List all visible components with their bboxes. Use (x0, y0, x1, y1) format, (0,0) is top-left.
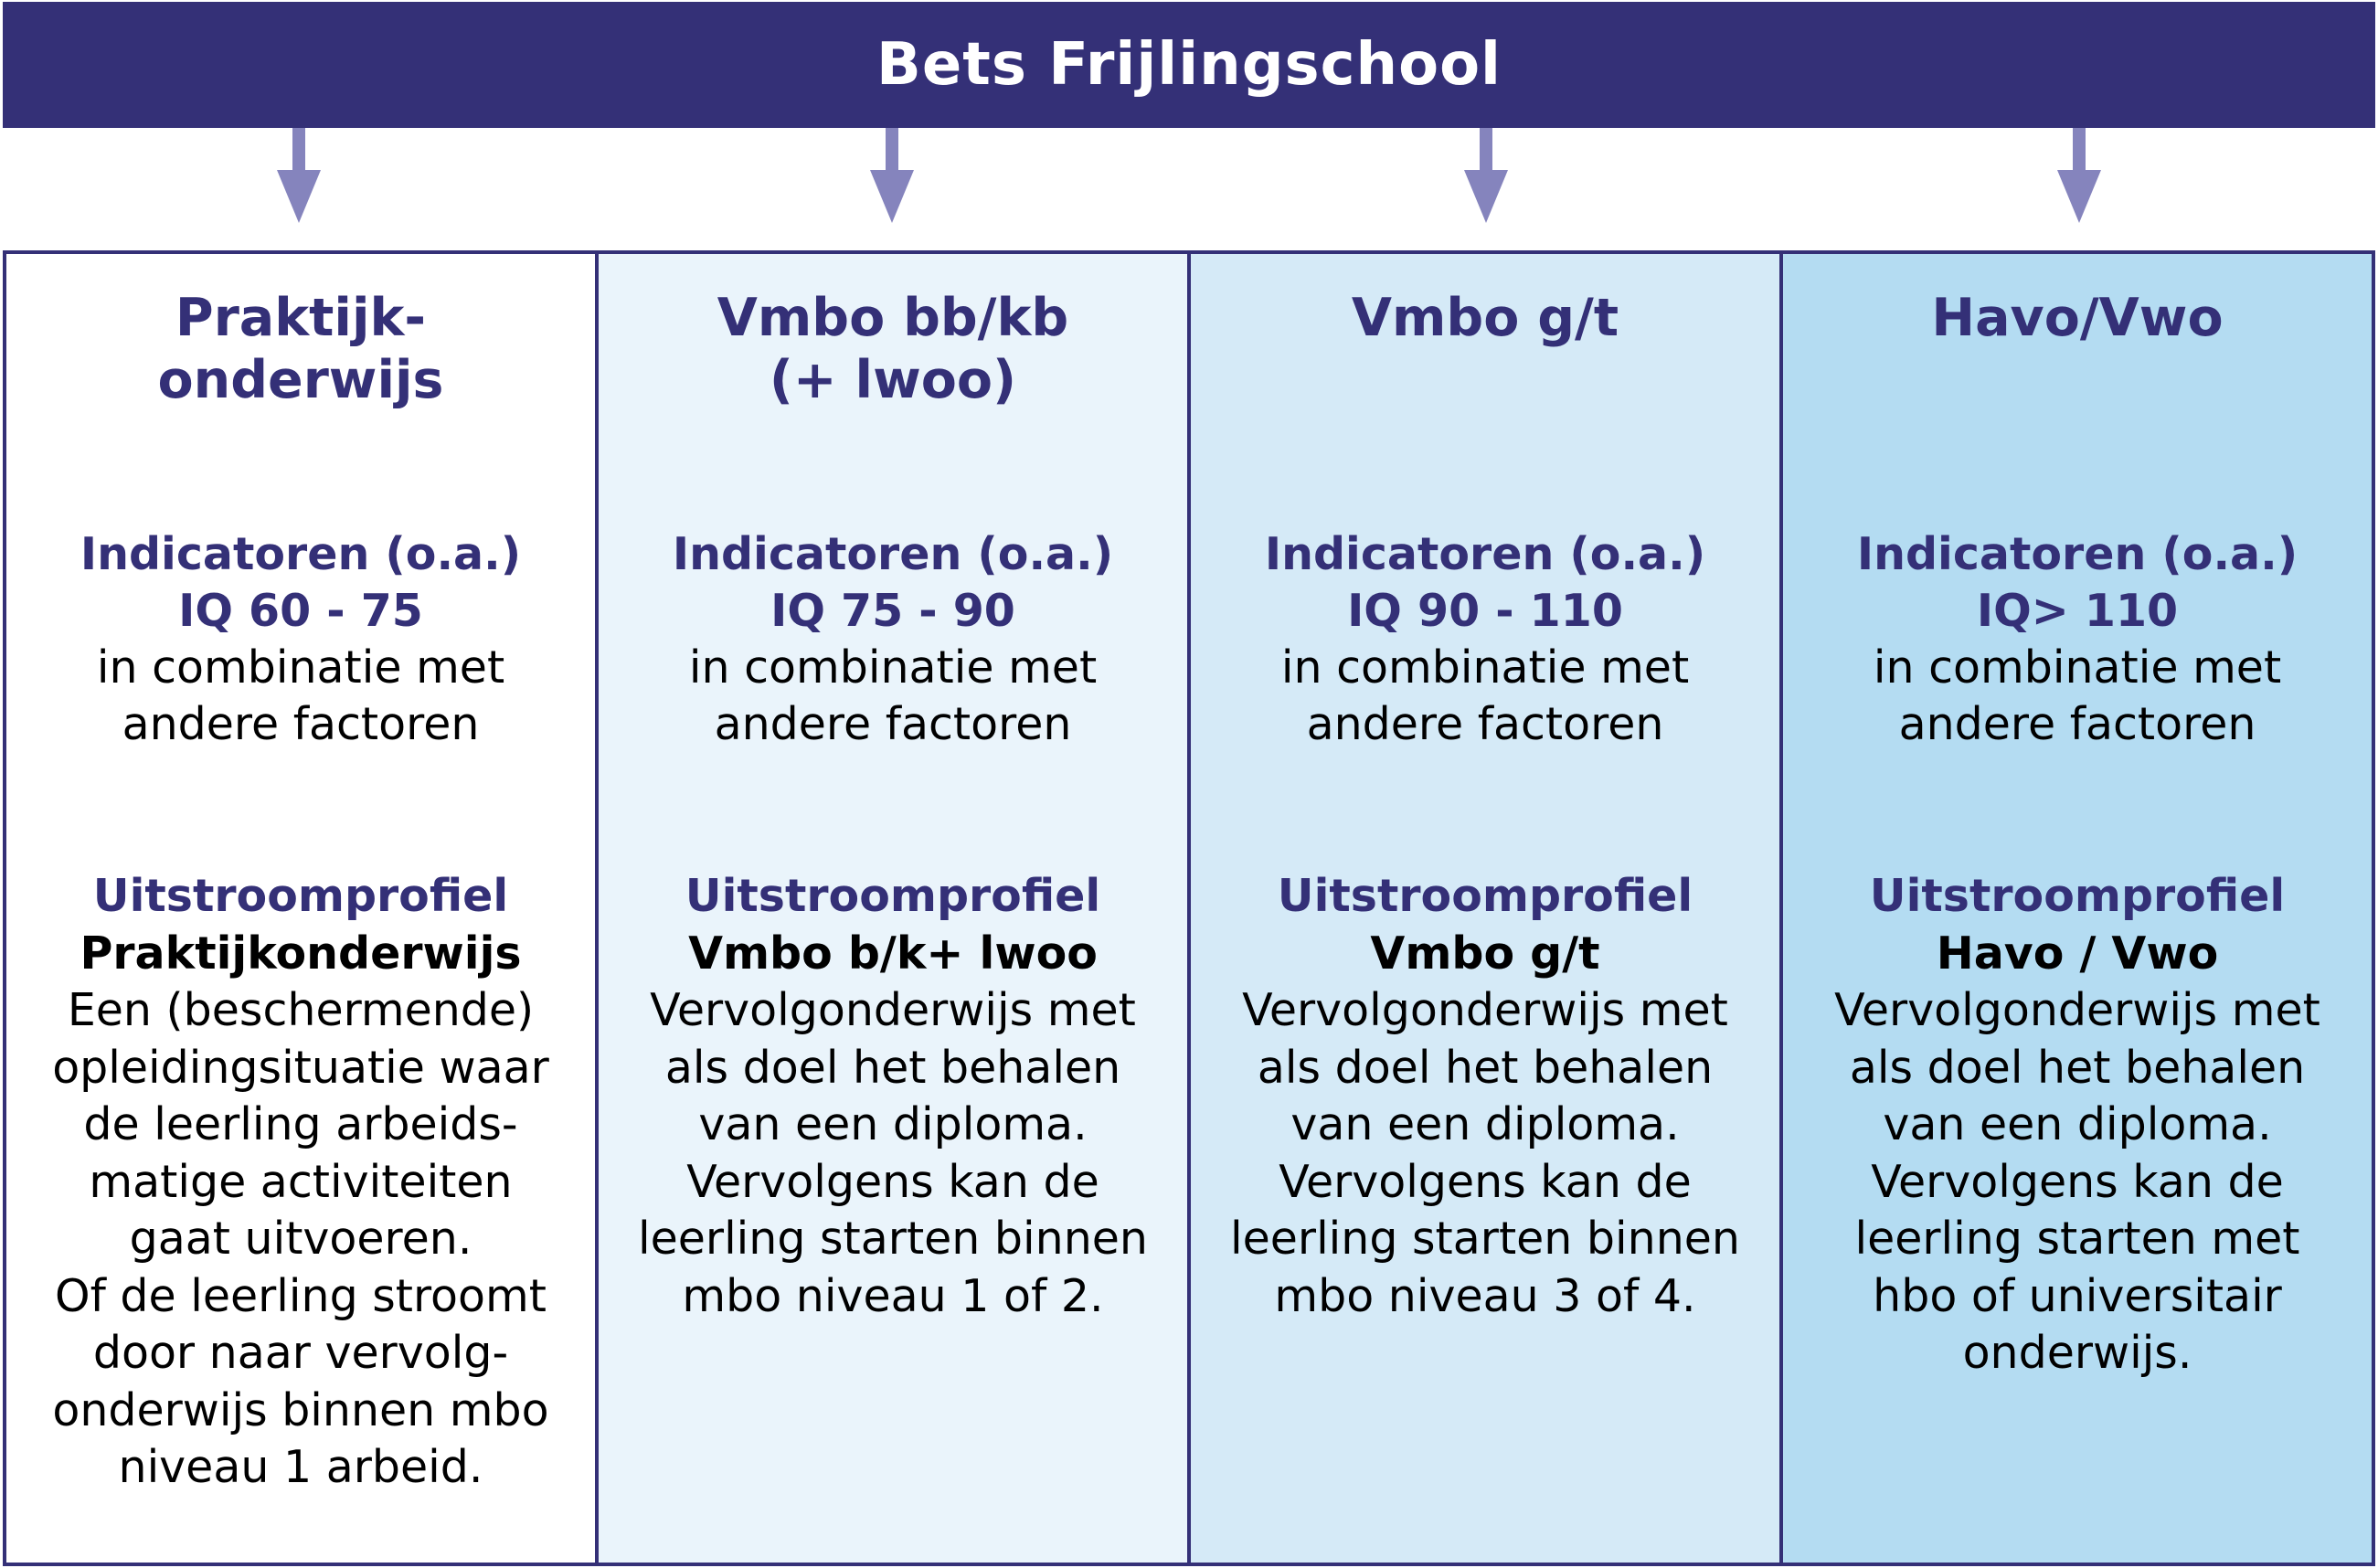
indicators-block (6, 526, 595, 753)
column-heading-line: Vmbo bb/kb (717, 288, 1069, 348)
school-type-column (1779, 254, 2372, 1563)
profile-name: Vmbo b/k+ lwoo (688, 927, 1098, 980)
school-type-column (6, 254, 595, 1563)
profile-name: Vmbo g/t (1370, 927, 1600, 980)
indicators-label: Indicatoren (o.a.) (672, 528, 1114, 580)
indicators-block (1783, 526, 2372, 753)
profile-description-line: Vervolgonderwijs met (650, 984, 1136, 1036)
outflow-profile-block (1783, 868, 2372, 1383)
school-type-column (1187, 254, 1779, 1563)
indicator-text-line: in combinatie met (688, 641, 1098, 694)
outflow-profile-block (1191, 868, 1779, 1325)
indicator-text-line: in combinatie met (1873, 641, 2282, 694)
profile-description-line: als doel het behalen (1849, 1041, 2306, 1094)
column-heading-line: Vmbo g/t (1351, 288, 1619, 348)
profile-description-line: leerling starten binnen (1230, 1213, 1740, 1265)
profile-description-line: mbo niveau 3 of 4. (1274, 1269, 1696, 1322)
column-heading (1191, 287, 1779, 349)
down-arrow-icon (870, 128, 914, 223)
profile-label: Uitstroomprofiel (92, 870, 509, 922)
indicator-text-line: andere factoren (714, 698, 1072, 750)
profile-description-line: van een diploma. (698, 1098, 1088, 1150)
indicator-text-line: andere factoren (1306, 698, 1664, 750)
profile-label: Uitstroomprofiel (1277, 870, 1693, 922)
down-arrow-icon (277, 128, 321, 223)
school-type-column (595, 254, 1187, 1563)
profile-description-line: gaat uitvoeren. (129, 1213, 472, 1265)
profile-description-line: leerling starten met (1854, 1213, 2300, 1265)
iq-range: IQ> 110 (1976, 585, 2179, 637)
profile-label: Uitstroomprofiel (1869, 870, 2286, 922)
column-heading (599, 287, 1187, 411)
indicators-label: Indicatoren (o.a.) (1264, 528, 1706, 580)
column-heading-line: Havo/Vwo (1931, 288, 2224, 348)
profile-description-line: als doel het behalen (664, 1041, 1121, 1094)
column-heading (1783, 287, 2372, 349)
profile-description-line: Of de leerling stroomt (55, 1269, 547, 1322)
profile-description-line: matige activiteiten (89, 1155, 513, 1208)
profile-description-line: Vervolgens kan de (1871, 1155, 2284, 1208)
profile-description-line: leerling starten binnen (638, 1213, 1148, 1265)
down-arrow-icon (2057, 128, 2101, 223)
profile-description-line: mbo niveau 1 of 2. (682, 1269, 1104, 1322)
column-heading-line: (+ lwoo) (769, 350, 1017, 410)
indicators-label: Indicatoren (o.a.) (80, 528, 522, 580)
indicators-block (1191, 526, 1779, 753)
indicator-text-line: andere factoren (122, 698, 480, 750)
iq-range: IQ 75 - 90 (770, 585, 1015, 637)
iq-range: IQ 60 - 75 (178, 585, 423, 637)
profile-description-line: onderwijs. (1962, 1327, 2192, 1379)
profile-description-line: Een (beschermende) (67, 984, 535, 1036)
outflow-profile-block (599, 868, 1187, 1325)
column-heading-line: Praktijk- (175, 288, 427, 348)
outflow-profile-block (6, 868, 595, 1497)
profile-name: Havo / Vwo (1936, 927, 2219, 980)
down-arrow-icon (1464, 128, 1508, 223)
indicators-block (599, 526, 1187, 753)
indicator-text-line: in combinatie met (1280, 641, 1690, 694)
profile-label: Uitstroomprofiel (685, 870, 1101, 922)
profile-description-line: hbo of universitair (1873, 1269, 2282, 1322)
profile-description-line: opleidingsituatie waar (52, 1041, 549, 1094)
indicator-text-line: in combinatie met (96, 641, 505, 694)
profile-description-line: onderwijs binnen mbo (52, 1383, 549, 1436)
school-title: Bets Frijlingschool (876, 31, 1502, 99)
profile-description-line: als doel het behalen (1257, 1041, 1714, 1094)
profile-description-line: Vervolgonderwijs met (1834, 984, 2320, 1036)
profile-description-line: niveau 1 arbeid. (118, 1441, 483, 1493)
profile-description-line: Vervolgens kan de (686, 1155, 1099, 1208)
column-heading (6, 287, 595, 411)
profile-description-line: Vervolgonderwijs met (1242, 984, 1728, 1036)
school-type-columns (3, 250, 2375, 1566)
column-heading-line: onderwijs (157, 350, 444, 410)
profile-description-line: de leerling arbeids- (83, 1098, 518, 1150)
school-title-banner (3, 2, 2375, 128)
profile-description-line: door naar vervolg- (92, 1327, 509, 1379)
profile-name: Praktijkonderwijs (80, 927, 522, 980)
iq-range: IQ 90 - 110 (1347, 585, 1623, 637)
profile-description-line: Vervolgens kan de (1279, 1155, 1692, 1208)
indicator-text-line: andere factoren (1898, 698, 2256, 750)
profile-description-line: van een diploma. (1883, 1098, 2272, 1150)
profile-description-line: van een diploma. (1290, 1098, 1680, 1150)
indicators-label: Indicatoren (o.a.) (1856, 528, 2298, 580)
